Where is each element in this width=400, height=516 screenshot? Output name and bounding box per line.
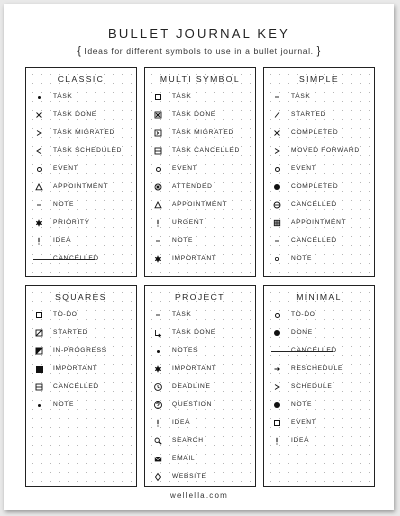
x-icon <box>269 126 285 140</box>
list-item-label: DEADLINE <box>172 383 211 390</box>
list-item-label: CANCELLED <box>53 255 99 262</box>
square-icon <box>269 416 285 430</box>
list-item <box>26 252 136 266</box>
circle-icon <box>150 162 166 176</box>
list-item <box>264 144 374 158</box>
envelope-icon <box>150 452 166 466</box>
list-item-label: CANCELLED <box>53 383 99 390</box>
list-item <box>264 90 374 104</box>
dash-icon <box>269 234 285 248</box>
list-item-label: TASK CANCELLED <box>172 147 240 154</box>
square-half-diagonal-icon <box>31 326 47 340</box>
list-item <box>145 252 255 266</box>
list-item-label: CANCELLED <box>291 347 337 354</box>
list-item <box>145 362 255 376</box>
list-item-label: NOTE <box>172 237 194 244</box>
list-item-label: TO-DO <box>53 311 78 318</box>
list-item <box>264 126 374 140</box>
list-item <box>26 216 136 230</box>
card-squares <box>25 285 137 487</box>
list-item <box>26 162 136 176</box>
card-classic <box>25 67 137 277</box>
list-item-label: IN-PROGRESS <box>53 347 107 354</box>
list-item-label: WEBSITE <box>172 473 207 480</box>
list-item-label: MOVED FORWARD <box>291 147 360 154</box>
circle-icon <box>269 308 285 322</box>
list-item-label: COMPLETED <box>291 183 339 190</box>
list-item-label: TASK <box>53 93 73 100</box>
square-dash-icon <box>150 144 166 158</box>
list-item <box>264 108 374 122</box>
list-item-label: IMPORTANT <box>172 365 217 372</box>
list-item-label: SEARCH <box>172 437 204 444</box>
greater-than-icon <box>269 380 285 394</box>
list-item <box>264 308 374 322</box>
list-item <box>26 308 136 322</box>
list-item-label: PRIORITY <box>53 219 90 226</box>
dash-icon <box>269 90 285 104</box>
triangle-icon <box>150 198 166 212</box>
list-item-label: TASK <box>172 93 192 100</box>
dash-icon <box>150 234 166 248</box>
list-item <box>145 108 255 122</box>
card-title: SQUARES <box>55 292 107 302</box>
list-item <box>26 198 136 212</box>
x-icon <box>31 108 47 122</box>
list-item-label: RESCHEDULE <box>291 365 344 372</box>
list-item <box>145 216 255 230</box>
list-item-label: COMPLETED <box>291 129 339 136</box>
list-item-label: TASK SCHEDULED <box>53 147 123 154</box>
asterisk-icon <box>150 252 166 266</box>
list-item <box>145 162 255 176</box>
list-item <box>26 108 136 122</box>
list-item-label: DONE <box>291 329 313 336</box>
list-item <box>145 344 255 358</box>
question-circle-icon <box>150 398 166 412</box>
list-item <box>264 326 374 340</box>
circle-x-icon <box>150 180 166 194</box>
card-minimal <box>263 285 375 487</box>
circle-minus-icon <box>269 198 285 212</box>
asterisk-icon <box>31 216 47 230</box>
list-item <box>264 362 374 376</box>
list-item-label: TASK DONE <box>172 329 216 336</box>
list-item-label: CANCELLED <box>291 201 337 208</box>
list-item-label: EVENT <box>172 165 198 172</box>
dot-icon <box>31 398 47 412</box>
card-title: MINIMAL <box>296 292 342 302</box>
list-item-label: CANCELLED <box>291 237 337 244</box>
square-half-filled-icon <box>31 344 47 358</box>
card-title: CLASSIC <box>57 74 105 84</box>
triangle-icon <box>31 180 47 194</box>
slash-icon <box>269 108 285 122</box>
list-item-label: APPOINTMENT <box>53 183 109 190</box>
list-item <box>264 416 374 430</box>
page-title: BULLET JOURNAL KEY <box>108 26 290 41</box>
card-simple <box>263 67 375 277</box>
list-item <box>145 308 255 322</box>
list-item-label: NOTE <box>291 255 313 262</box>
list-item-label: EMAIL <box>172 455 196 462</box>
list-item <box>264 216 374 230</box>
list-item <box>26 362 136 376</box>
list-item <box>145 234 255 248</box>
circle-icon <box>31 162 47 176</box>
list-item-label: ATTENDED <box>172 183 213 190</box>
list-item <box>264 162 374 176</box>
list-item-label: EVENT <box>291 165 317 172</box>
list-item <box>26 380 136 394</box>
list-item-label: IDEA <box>53 237 72 244</box>
square-x-icon <box>150 108 166 122</box>
list-item <box>264 234 374 248</box>
list-item <box>26 398 136 412</box>
list-item <box>264 380 374 394</box>
list-item-label: IMPORTANT <box>53 365 98 372</box>
small-circle-icon <box>269 252 285 266</box>
greater-than-icon <box>269 144 285 158</box>
list-item-label: SCHEDULE <box>291 383 333 390</box>
list-item-label: NOTE <box>291 401 313 408</box>
list-item-label: TASK DONE <box>172 111 216 118</box>
square-arrow-icon <box>150 126 166 140</box>
list-item <box>145 180 255 194</box>
subtitle-text: Ideas for different symbols to use in a bullet journal. <box>84 46 314 56</box>
asterisk-icon <box>150 362 166 376</box>
list-item <box>145 398 255 412</box>
list-item <box>26 180 136 194</box>
dot-icon <box>150 344 166 358</box>
list-item <box>145 326 255 340</box>
list-item-label: IDEA <box>291 437 310 444</box>
circle-icon <box>269 162 285 176</box>
list-item <box>145 144 255 158</box>
list-item <box>145 470 255 484</box>
filled-circle-icon <box>269 180 285 194</box>
list-item-label: TASK MIGRATED <box>172 129 234 136</box>
filled-circle-icon <box>269 398 285 412</box>
list-item-label: NOTE <box>53 201 75 208</box>
list-item <box>26 126 136 140</box>
strikethrough-icon <box>269 344 285 358</box>
card-title: PROJECT <box>175 292 225 302</box>
list-item-label: TASK <box>172 311 192 318</box>
list-item <box>264 180 374 194</box>
list-item <box>264 344 374 358</box>
arrow-right-icon <box>269 362 285 376</box>
card-project <box>144 285 256 487</box>
magnifier-icon <box>150 434 166 448</box>
list-item <box>26 234 136 248</box>
list-item-label: EVENT <box>291 419 317 426</box>
greater-than-icon <box>31 126 47 140</box>
list-item-label: URGENT <box>172 219 205 226</box>
list-item-label: APPOINTMENT <box>172 201 228 208</box>
corner-arrow-icon <box>150 326 166 340</box>
square-icon <box>150 90 166 104</box>
square-icon <box>31 308 47 322</box>
list-item <box>26 144 136 158</box>
list-item-label: IMPORTANT <box>172 255 217 262</box>
brace-open: { <box>77 45 82 57</box>
list-item <box>26 326 136 340</box>
list-item-label: NOTE <box>53 401 75 408</box>
list-item-label: TASK <box>291 93 311 100</box>
filled-circle-icon <box>269 326 285 340</box>
list-item-label: TASK MIGRATED <box>53 129 115 136</box>
journal-key-page <box>4 4 394 510</box>
list-item <box>145 452 255 466</box>
diamond-icon <box>150 470 166 484</box>
exclamation-icon <box>150 416 166 430</box>
exclamation-icon <box>31 234 47 248</box>
footer-website: wellella.com <box>170 491 228 500</box>
list-item-label: TASK DONE <box>53 111 97 118</box>
dash-icon <box>31 198 47 212</box>
list-item-label: IDEA <box>172 419 191 426</box>
list-item-label: TO-DO <box>291 311 316 318</box>
dot-icon <box>31 90 47 104</box>
list-item <box>26 344 136 358</box>
less-than-icon <box>31 144 47 158</box>
list-item <box>145 90 255 104</box>
exclamation-icon <box>269 434 285 448</box>
exclamation-icon <box>150 216 166 230</box>
list-item-label: NOTES <box>172 347 199 354</box>
brace-close: } <box>316 45 321 57</box>
list-item-label: QUESTION <box>172 401 213 408</box>
hash-icon <box>269 216 285 230</box>
list-item-label: STARTED <box>291 111 327 118</box>
dash-icon <box>150 308 166 322</box>
card-multi-symbol <box>144 67 256 277</box>
list-item <box>264 198 374 212</box>
square-dash-icon <box>31 380 47 394</box>
list-item <box>145 198 255 212</box>
filled-square-icon <box>31 362 47 376</box>
page-subtitle <box>4 45 394 57</box>
strikethrough-icon <box>31 252 47 266</box>
list-item <box>145 416 255 430</box>
list-item <box>145 434 255 448</box>
list-item-label: STARTED <box>53 329 89 336</box>
list-item <box>145 126 255 140</box>
list-item-label: APPOINTMENT <box>291 219 347 226</box>
list-item-label: EVENT <box>53 165 79 172</box>
card-title: SIMPLE <box>299 74 339 84</box>
card-title: MULTI SYMBOL <box>159 74 241 84</box>
list-item <box>264 252 374 266</box>
clock-icon <box>150 380 166 394</box>
list-item <box>264 434 374 448</box>
list-item <box>145 380 255 394</box>
list-item <box>26 90 136 104</box>
list-item <box>264 398 374 412</box>
